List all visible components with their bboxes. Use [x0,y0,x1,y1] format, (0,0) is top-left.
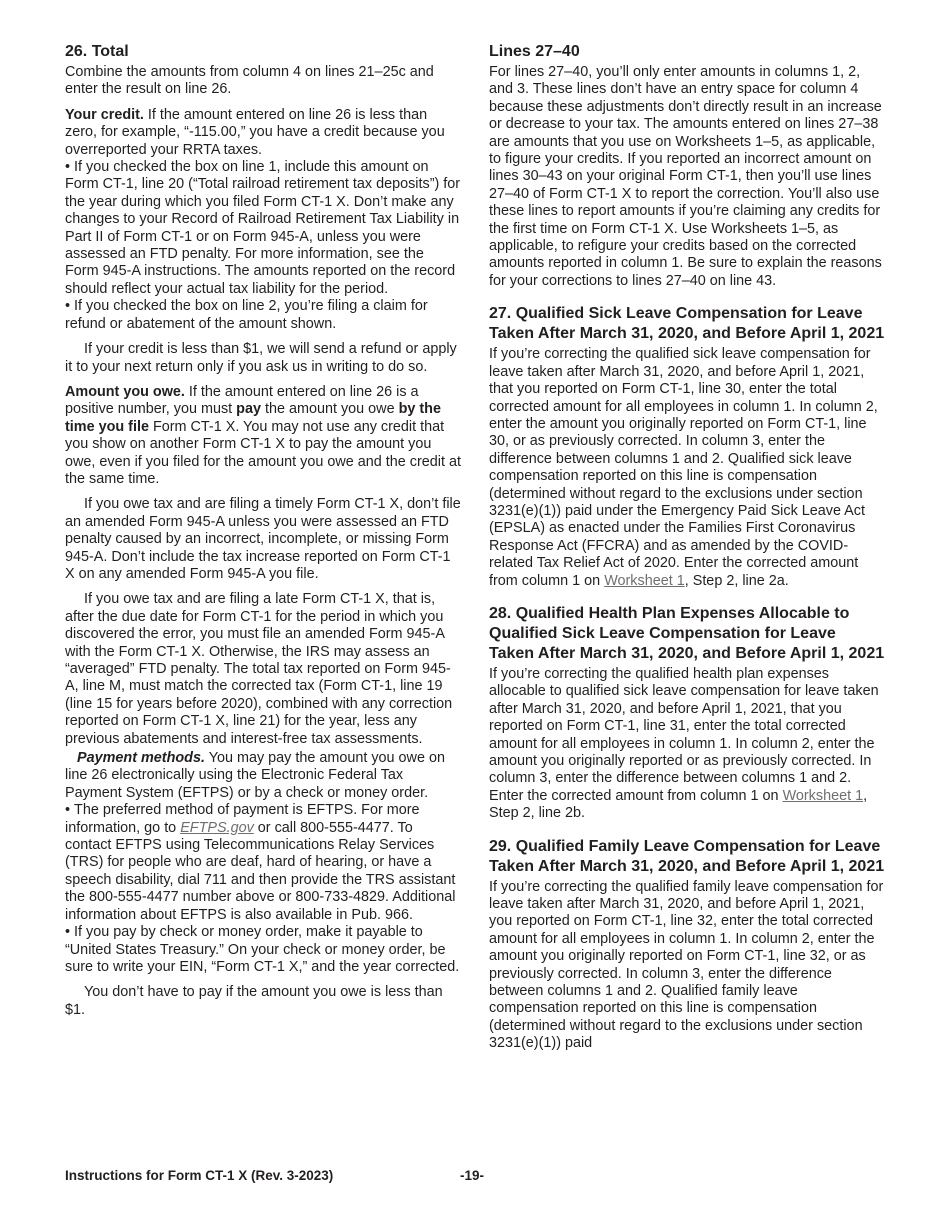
paragraph: If you owe tax and are filing a timely Form CT-1 X, don’t file an amended Form 945-A unless you were assessed an FTD penalty caused by an incorrect, incomplete, or missing Form 945-A. Don’t include the tax increase reported on Form CT-1 X on any amended Form 945-A you file. [65,496,461,582]
footer-page-number: -19- [460,1168,485,1183]
footer-form-name: Instructions for Form CT-1 X (Rev. 3-2023) [65,1168,334,1183]
text: , Step 2, line 2b. [489,787,868,822]
heading-29: 29. Qualified Family Leave Compensation for Leave Taken After March 31, 2020, and Before April 1, 2021 [489,837,885,875]
paragraph: For lines 27–40, you’ll only enter amounts in columns 1, 2, and 3. These lines don’t have an entry space for column 4 because these adjustments don’t directly result in an increase or decrease to your tax. The amounts entered on lines 27–38 are amounts that you use on Worksheets 1–5, as applicable, to figure your credits. If you reported an incorrect amount on lines 30–43 on your original Form CT-1, then you’ll use lines 27–40 of Form CT-1 X to report the correction. You’ll also use these lines to report amounts if you’re claiming any credits for the first time on Form CT-1 X. Use Worksheets 1–5, as applicable, to refigure your credits based on the corrected amounts reported in column 1. Be sure to explain the reasons for your corrections to lines 27–40 on line 43. [489,64,882,289]
emphasis: by the time you file [65,401,441,435]
paragraph: If you’re correcting the qualified family leave compensation for leave taken after March 31, 2020, and before April 1, 2021, you reported on Form CT-1, line 32, enter the total corrected amount for all employees in column 1. In column 2, enter the amount you originally reported on Form CT-1, line 32, or as previously corrected. In column 3, enter the difference between columns 1 and 2. Qualified family leave compensation reported on this line is compensation (determined without regard to the exclusions under section 3231(e)(1)) paid [489,878,884,1052]
run-in-heading: Payment methods. [77,750,205,767]
heading-28: 28. Qualified Health Plan Expenses Allocable to Qualified Sick Leave Compensation for Leave Taken After March 31, 2020, and Before April 1, 2021 [489,604,885,662]
right-column [489,42,885,1053]
emphasis: pay [236,401,261,418]
text: , Step 2, line 2a. [684,572,789,589]
paragraph [489,346,885,590]
text: If the amount entered on line 26 is a positive number, you must [65,383,419,418]
run-in-heading: Amount you owe. [65,383,185,400]
bullet-item: • If you pay by check or money order, make it payable to “United States Treasury.” On your check or money order, be sure to write your EIN, “Form CT-1 X,” and the year corrected. [65,924,461,976]
text: or call 800-555-4477. To contact EFTPS using Telecommunications Relay Services (TRS) for people who are deaf, hard of hearing, or have a speech disability, dial 711 and then provide the TRS assistant the 800-555-4477 number above or 800-733-4829. Additional information about EFTPS is also available in Pub. 966. [65,819,456,923]
run-in-heading: Your credit. [65,106,144,123]
heading-26-total: 26. Total [65,43,129,60]
paragraph: If you owe tax and are filing a late Form CT-1 X, that is, after the due date for Form CT-1 for the period in which you discovered the error, you must file an amended Form 945-A with the Form CT-1 X. Otherwise, the IRS may assess an “averaged” FTD penalty. The total tax reported on Form 945-A, line M, must match the corrected tax (Form CT-1, line 19 (line 15 for years before 2020), combined with any correction reported on Form CT-1 X, line 21) for the year, less any previous abatements and interest-free tax assessments. [65,591,453,747]
left-column [65,42,461,1019]
text: If you’re correcting the qualified sick leave compensation for leave taken after March 31, 2020, and before April 1, 2021, that you reported on Form CT-1, line 30, enter the total corrected amount for all employees in column 1. In column 2, enter the amount you originally reported on Form CT-1, line 30, or as previously corrected. In column 3, enter the difference between columns 1 and 2. Qualified sick leave compensation reported on this line is compensation (determined without regard to the exclusions under section 3231(e)(1)) paid under the Emergency Paid Sick Leave Act (EPSLA) as enacted under the Families First Coronavirus Response Act (FFCRA) and as amended by the COVID-related Tax Relief Act of 2020. Enter the corrected amount from column 1 on [489,346,878,589]
worksheet-1-link[interactable]: Worksheet 1 [604,572,685,589]
bullet-item [65,802,461,924]
text: the amount you owe [260,401,399,418]
text: Form CT-1 X. You may not use any credit that you show on another Form CT-1 X to pay the amount you owe, even if you filed for the amount you owe and the credit at the same time. [65,418,461,487]
text: If you’re correcting the qualified health plan expenses allocable to qualified sick leave compensation for leave taken after March 31, 2020, and before April 1, 2021, that you reported on Form CT-1, line 31, enter the total corrected amount for all employees in column 1. In column 2, enter the amount you originally reported or as previously corrected. In column 3, enter the difference between columns 1 and 2. Enter the corrected amount from column 1 on [489,665,879,804]
paragraph [489,666,885,823]
paragraph: Combine the amounts from column 4 on lines 21–25c and enter the result on line 26. [65,64,434,98]
eftps-link[interactable]: EFTPS.gov [180,819,254,836]
paragraph-payment-methods [65,750,461,802]
worksheet-1-link[interactable]: Worksheet 1 [782,787,864,804]
paragraph-your-credit [65,107,461,159]
paragraph: If your credit is less than $1, we will send a refund or apply it to your next return only if you ask us in writing to do so. [65,341,457,375]
heading-27: 27. Qualified Sick Leave Compensation for Leave Taken After March 31, 2020, and Before April 1, 2021 [489,305,885,343]
paragraph-amount-you-owe [65,384,461,488]
text: You may pay the amount you owe on line 26 electronically using the Electronic Federal Tax Payment System (EFTPS) or by a check or money order. [65,750,445,801]
text: The preferred method of payment is EFTPS. For more information, go to [65,802,420,836]
text: If the amount entered on line 26 is less than zero, for example, “-115.00,” you have a credit because you overreported your RRTA taxes. [65,106,445,158]
heading-lines-27-40: Lines 27–40 [489,43,580,60]
bullet-item: • If you checked the box on line 1, include this amount on Form CT-1, line 20 (“Total railroad retirement tax deposits”) for the year during which you filed Form CT-1 X. Don’t make any changes to your Record of Railroad Retirement Tax Liability in Part II of Form CT-1 or on Form 945-A, unless you were assessed an FTD penalty. For more information, see the Form 945-A instructions. The amounts reported on the record should reflect your actual tax liability for the period. [65,159,461,298]
bullet-item: • If you checked the box on line 2, you’re filing a claim for refund or abatement of the amount shown. [65,298,461,333]
paragraph: You don’t have to pay if the amount you owe is less than $1. [65,984,443,1018]
